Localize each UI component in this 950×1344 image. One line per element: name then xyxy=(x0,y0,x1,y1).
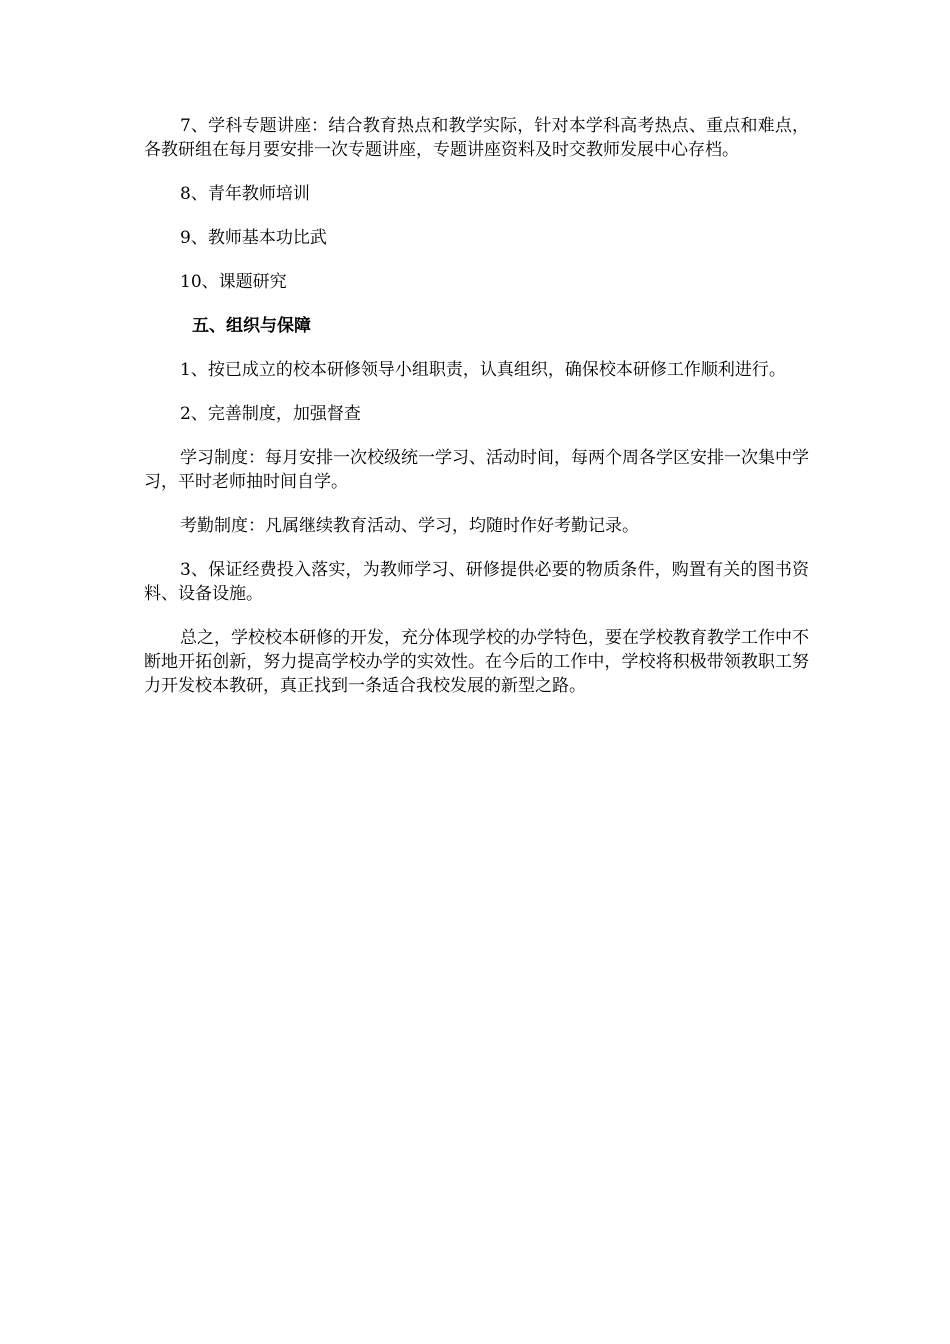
section-heading-organization: 五、组织与保障 xyxy=(192,316,311,336)
paragraph-leadership-group: 1、按已成立的校本研修领导小组职责，认真组织，确保校本研修工作顺利进行。 xyxy=(180,360,786,380)
paragraph-item-7: 7、学科专题讲座：结合教育热点和教学实际，针对本学科高考热点、重点和难点，各教研组在每月要安排一次专题讲座，专题讲座资料及时交教师发展中心存档。 xyxy=(144,116,809,160)
paragraph-improve-system: 2、完善制度，加强督查 xyxy=(180,404,361,424)
paragraph-conclusion: 总之，学校校本研修的开发，充分体现学校的办学特色，要在学校教育教学工作中不断地开拓创新，努力提高学校办学的实效性。在今后的工作中，学校将积极带领教职工努力开发校本教研，真正找到一条适合我校发展的新型之路。 xyxy=(144,628,809,696)
paragraph-study-system: 学习制度：每月安排一次校级统一学习、活动时间，每两个周各学区安排一次集中学习，平时老师抽时间自学。 xyxy=(144,448,809,492)
paragraph-attendance-system: 考勤制度：凡属继续教育活动、学习，均随时作好考勤记录。 xyxy=(180,516,639,536)
paragraph-item-8: 8、青年教师培训 xyxy=(180,184,310,204)
paragraph-funding: 3、保证经费投入落实，为教师学习、研修提供必要的物质条件，购置有关的图书资料、设备设施。 xyxy=(144,560,809,604)
paragraph-item-10: 10、课题研究 xyxy=(180,272,287,292)
paragraph-item-9: 9、教师基本功比武 xyxy=(180,228,327,248)
document-body xyxy=(144,114,809,718)
